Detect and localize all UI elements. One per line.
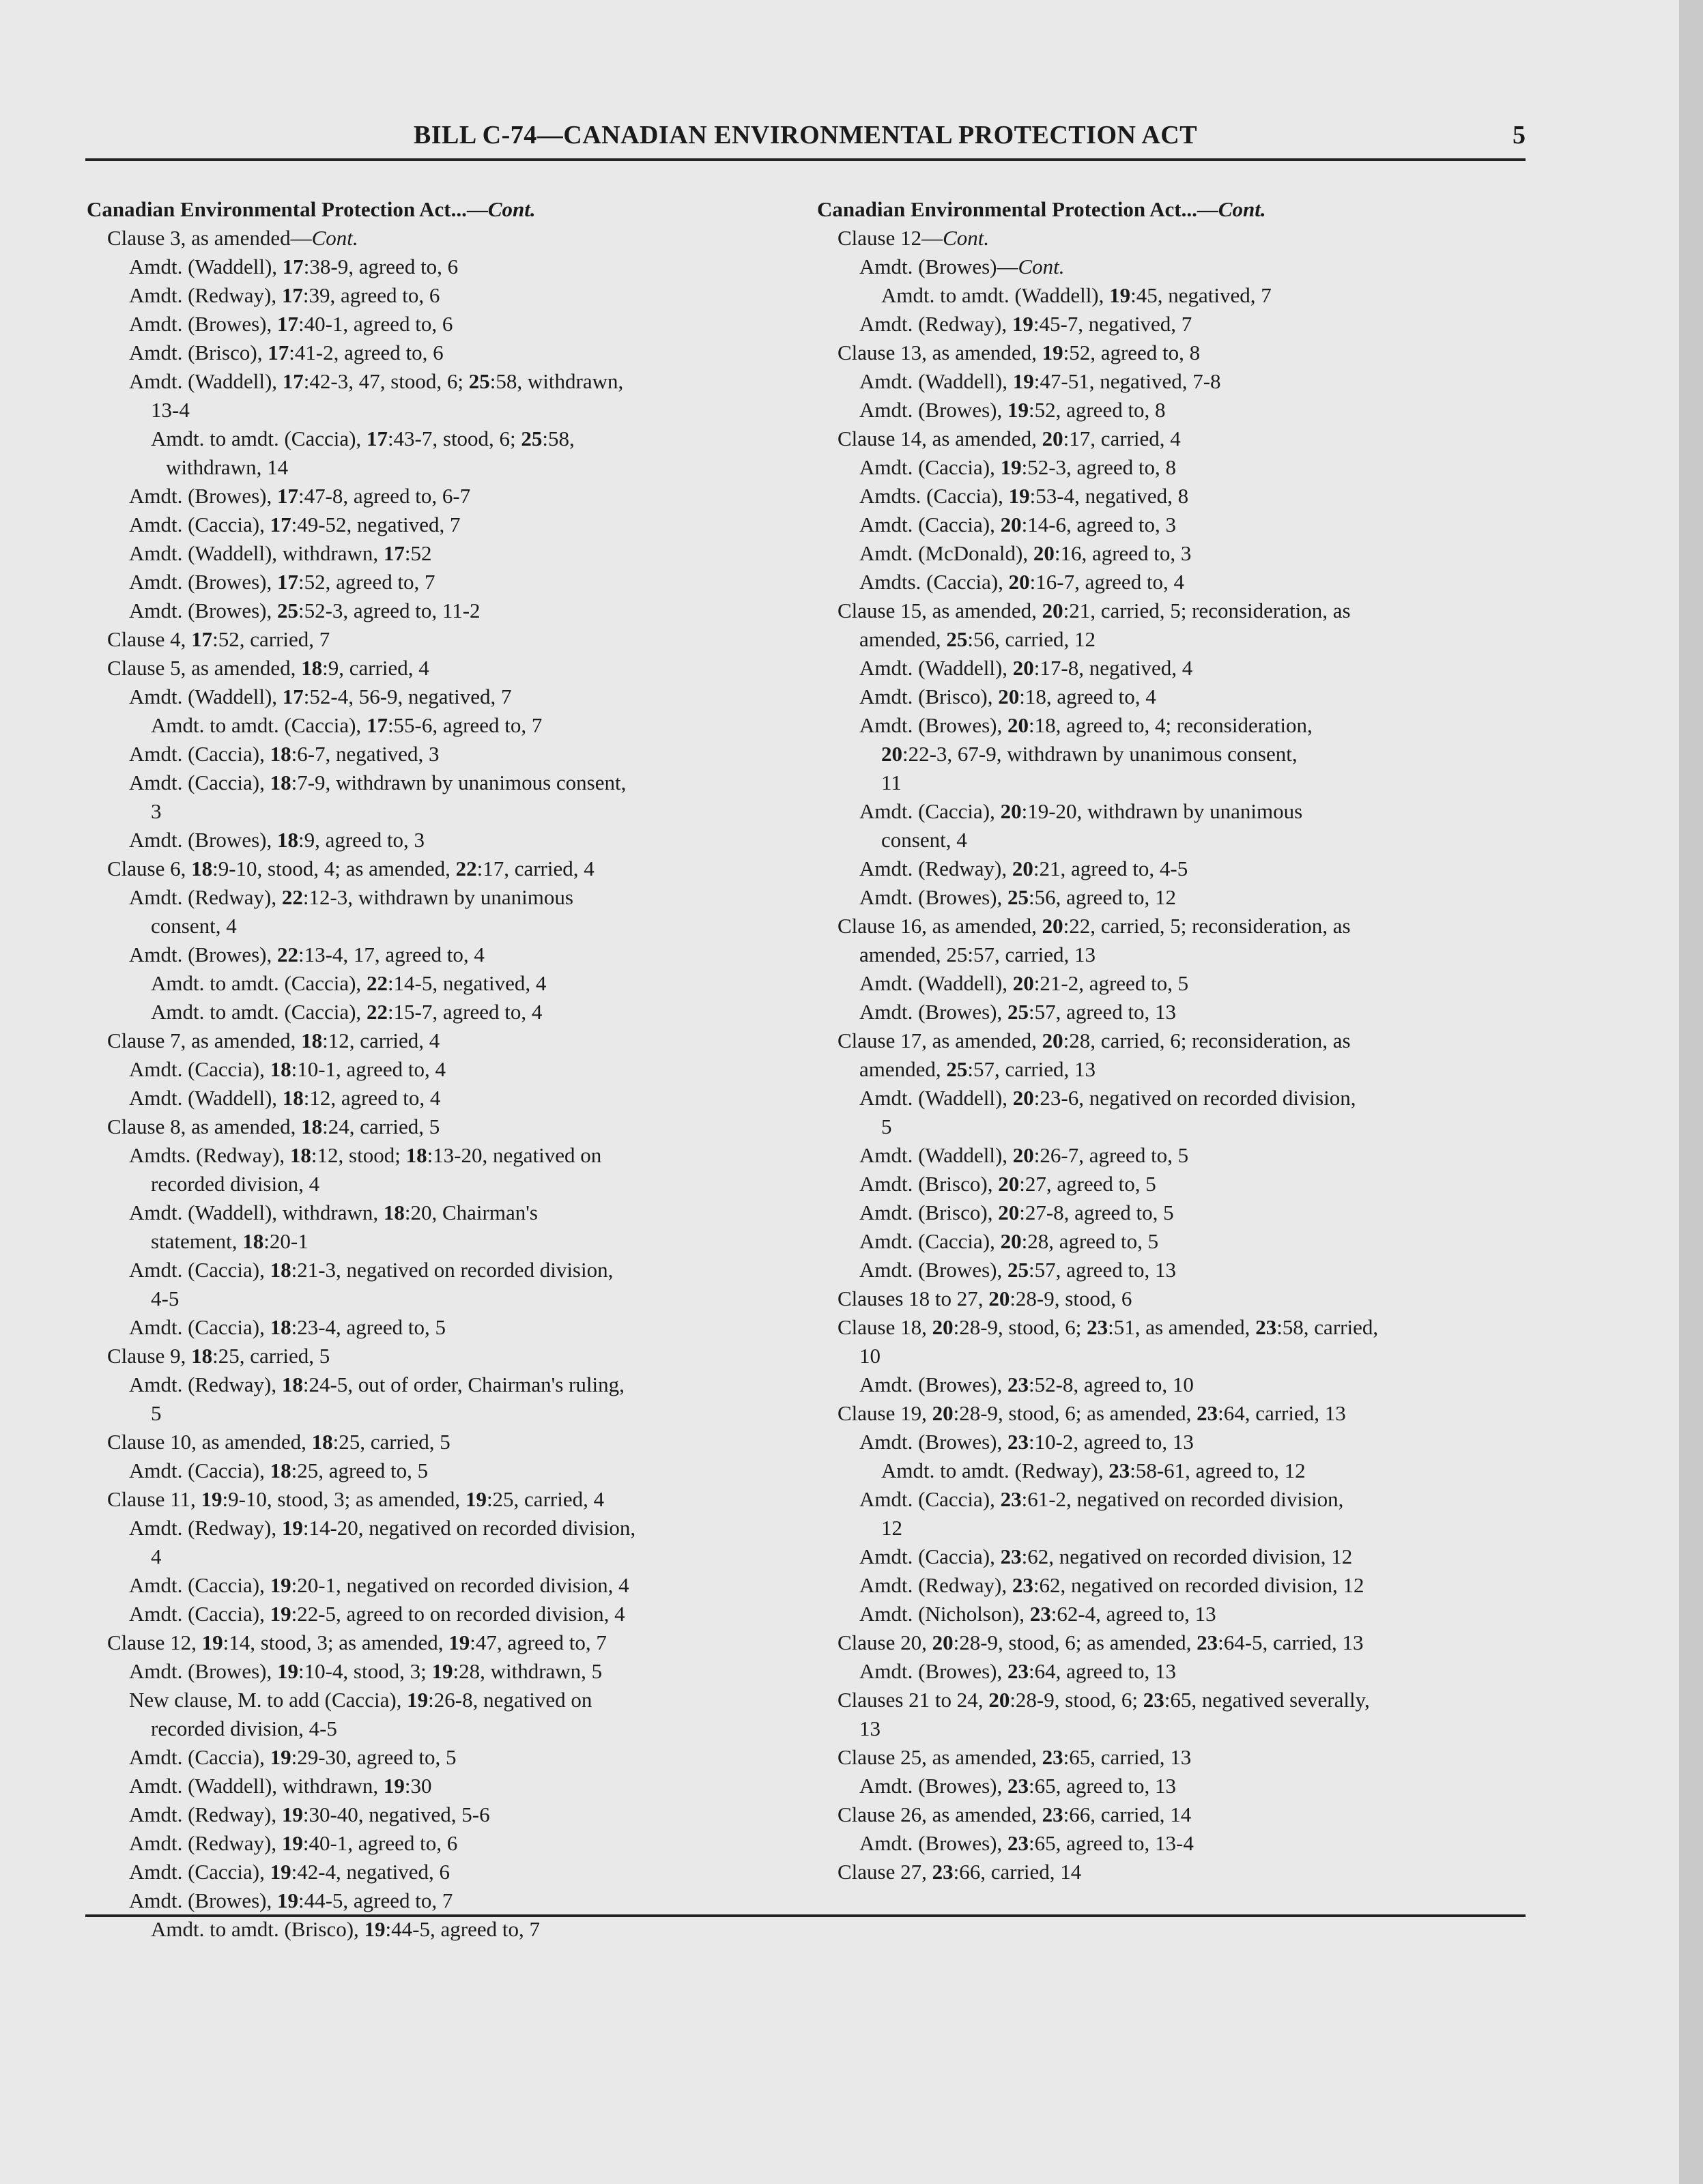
index-entry-line: Amdt. (Waddell), 18:12, agreed to, 4 (129, 1086, 441, 1110)
index-entry-line: consent, 4 (151, 914, 237, 938)
index-entry-line: Amdt. (Caccia), 19:29-30, agreed to, 5 (129, 1745, 457, 1769)
index-entry-line: 11 (881, 771, 902, 794)
index-entry-line: Amdt. (Redway), 18:24-5, out of order, Chairman's ruling, (129, 1373, 625, 1396)
index-entry-line: Clause 8, as amended, 18:24, carried, 5 (107, 1115, 440, 1138)
index-entry-line: Amdt. to amdt. (Caccia), 22:15-7, agreed to, 4 (151, 1000, 543, 1024)
index-entry-line: Amdt. (Redway), 19:40-1, agreed to, 6 (129, 1831, 458, 1855)
index-entry-line: Amdt. (Brisco), 20:27-8, agreed to, 5 (859, 1201, 1174, 1224)
index-entry-line: Amdt. (Browes), 19:10-4, stood, 3; 19:28, withdrawn, 5 (129, 1659, 603, 1683)
index-entry-line: Clause 27, 23:66, carried, 14 (838, 1860, 1082, 1884)
index-entry-line: Amdt. (Browes)—Cont. (859, 255, 1065, 278)
index-entry-line: Clause 11, 19:9-10, stood, 3; as amended, 19:25, carried, 4 (107, 1487, 605, 1511)
index-entry-line: 20:22-3, 67-9, withdrawn by unanimous consent, (881, 742, 1298, 766)
header-title: BILL C-74—CANADIAN ENVIRONMENTAL PROTECTION ACT (413, 121, 1198, 149)
index-column-right (817, 195, 1527, 1886)
index-entry-line: Clause 7, as amended, 18:12, carried, 4 (107, 1029, 440, 1052)
index-entry-line: Amdt. (Browes), 18:9, agreed to, 3 (129, 828, 425, 852)
index-entry-line: Amdt. (Waddell), withdrawn, 17:52 (129, 541, 432, 565)
index-entry-line: Amdts. (Caccia), 19:53-4, negatived, 8 (859, 484, 1189, 508)
index-entry-line: New clause, M. to add (Caccia), 19:26-8, negatived on (129, 1688, 592, 1712)
index-entry-line: Amdt. (Caccia), 18:10-1, agreed to, 4 (129, 1057, 446, 1081)
index-entry-line: Clause 13, as amended, 19:52, agreed to, 8 (838, 341, 1201, 364)
index-entry-line: Amdt. (Caccia), 17:49-52, negatived, 7 (129, 513, 461, 536)
index-entry-line: 5 (151, 1401, 162, 1425)
index-entry-line: Amdt. (Caccia), 20:28, agreed to, 5 (859, 1229, 1159, 1253)
index-entry-line: Amdt. to amdt. (Caccia), 22:14-5, negatived, 4 (151, 971, 547, 995)
index-entry-line: Amdt. (Caccia), 19:42-4, negatived, 6 (129, 1860, 450, 1884)
index-entry-line: amended, 25:56, carried, 12 (859, 627, 1096, 651)
index-entry-line: statement, 18:20-1 (151, 1229, 309, 1253)
index-entry-line: Amdt. (Browes), 25:57, agreed to, 13 (859, 1258, 1177, 1282)
index-entry-line: Amdt. (Caccia), 18:7-9, withdrawn by unanimous consent, (129, 771, 627, 794)
index-entry-line: Amdt. (Waddell), 17:52-4, 56-9, negatived, 7 (129, 685, 512, 708)
index-entry-line: Amdt. (Brisco), 17:41-2, agreed to, 6 (129, 341, 444, 364)
index-entry-line: Amdt. (Caccia), 18:25, agreed to, 5 (129, 1459, 429, 1482)
index-entry-line: Amdt. (Redway), 20:21, agreed to, 4-5 (859, 857, 1188, 880)
index-entry-line: Amdt. (Browes), 19:52, agreed to, 8 (859, 398, 1166, 422)
index-entry-line: Amdt. (Redway), 22:12-3, withdrawn by unanimous (129, 885, 573, 909)
index-entry-line: Amdt. (Browes), 17:47-8, agreed to, 6-7 (129, 484, 471, 508)
index-entry-line: Clause 15, as amended, 20:21, carried, 5; reconsideration, as (838, 599, 1351, 622)
index-entry-line: Clause 5, as amended, 18:9, carried, 4 (107, 656, 429, 680)
index-entry-line: Amdt. (Waddell), 20:23-6, negatived on recorded division, (859, 1086, 1356, 1110)
index-entry-line: Amdt. (Caccia), 23:61-2, negatived on recorded division, (859, 1487, 1344, 1511)
index-entry-line: Amdt. (Browes), 23:64, agreed to, 13 (859, 1659, 1177, 1683)
index-entry-line: 10 (859, 1344, 881, 1368)
index-entry-line: Clause 14, as amended, 20:17, carried, 4 (838, 427, 1181, 450)
index-entry-line: Amdt. (McDonald), 20:16, agreed to, 3 (859, 541, 1192, 565)
page-edge (1679, 0, 1703, 2184)
index-entry-line: Amdt. (Waddell), 17:38-9, agreed to, 6 (129, 255, 459, 278)
index-entry-line: Amdt. (Browes), 17:40-1, agreed to, 6 (129, 312, 453, 336)
footer-rule (85, 1914, 1526, 1917)
index-entry-line: Clause 16, as amended, 20:22, carried, 5; reconsideration, as (838, 914, 1351, 938)
index-entry-line: Amdt. (Browes), 23:10-2, agreed to, 13 (859, 1430, 1194, 1454)
index-entry-line: Clause 17, as amended, 20:28, carried, 6; reconsideration, as (838, 1029, 1351, 1052)
index-entry-line: recorded division, 4 (151, 1172, 320, 1196)
index-entry-line: Amdt. (Brisco), 20:18, agreed to, 4 (859, 685, 1156, 708)
index-entry-line: Amdt. (Caccia), 19:20-1, negatived on recorded division, 4 (129, 1573, 629, 1597)
index-entry-line: Clause 3, as amended—Cont. (107, 226, 358, 250)
index-entry-line: Amdt. (Waddell), withdrawn, 19:30 (129, 1774, 432, 1798)
index-entry-line: Amdts. (Caccia), 20:16-7, agreed to, 4 (859, 570, 1185, 594)
index-entry-line: Amdt. (Waddell), 17:42-3, 47, stood, 6; 25:58, withdrawn, (129, 369, 624, 393)
index-entry-line: Amdt. (Waddell), withdrawn, 18:20, Chairman's (129, 1201, 538, 1224)
index-entry-line: Amdt. (Browes), 22:13-4, 17, agreed to, 4 (129, 943, 485, 966)
index-entry-line: Amdt. (Caccia), 19:22-5, agreed to on recorded division, 4 (129, 1602, 625, 1626)
index-entry-line: Amdt. (Browes), 25:52-3, agreed to, 11-2 (129, 599, 481, 622)
index-entry-line: Clause 19, 20:28-9, stood, 6; as amended, 23:64, carried, 13 (838, 1401, 1346, 1425)
index-entry-line: Amdt. (Waddell), 20:26-7, agreed to, 5 (859, 1143, 1189, 1167)
index-entry-line: Clause 9, 18:25, carried, 5 (107, 1344, 330, 1368)
index-entry-line: Amdt. (Caccia), 23:62, negatived on recorded division, 12 (859, 1544, 1353, 1568)
index-entry-line: Clauses 18 to 27, 20:28-9, stood, 6 (838, 1287, 1132, 1310)
index-entry-line: Amdt. (Redway), 19:14-20, negatived on recorded division, (129, 1516, 636, 1540)
index-entry-line: Amdt. (Browes), 23:52-8, agreed to, 10 (859, 1373, 1194, 1396)
index-entry-line: 3 (151, 799, 162, 823)
index-entry-line: Amdt. (Browes), 19:44-5, agreed to, 7 (129, 1888, 453, 1912)
index-column-left (87, 195, 797, 1944)
index-entry-line: Clause 4, 17:52, carried, 7 (107, 627, 330, 651)
index-entry-line: Amdt. to amdt. (Brisco), 19:44-5, agreed to, 7 (151, 1917, 540, 1941)
index-entry-line: Amdt. (Browes), 23:65, agreed to, 13 (859, 1774, 1177, 1798)
index-entry-line: Amdt. (Redway), 17:39, agreed to, 6 (129, 283, 440, 307)
index-entry-line: consent, 4 (881, 828, 967, 852)
index-entry-line: Amdt. to amdt. (Caccia), 17:43-7, stood, 6; 25:58, (151, 427, 575, 450)
index-entry-line: Amdt. (Waddell), 20:17-8, negatived, 4 (859, 656, 1193, 680)
index-entry-line: 4 (151, 1544, 162, 1568)
index-entry-line: Amdt. (Browes), 23:65, agreed to, 13-4 (859, 1831, 1194, 1855)
index-entry-line: Amdt. to amdt. (Redway), 23:58-61, agreed to, 12 (881, 1459, 1306, 1482)
index-entry-line: Amdt. (Caccia), 20:14-6, agreed to, 3 (859, 513, 1176, 536)
index-entry-line: Amdt. to amdt. (Waddell), 19:45, negatived, 7 (881, 283, 1272, 307)
index-entry-line: Amdt. (Waddell), 20:21-2, agreed to, 5 (859, 971, 1189, 995)
index-entry-line: amended, 25:57, carried, 13 (859, 1057, 1096, 1081)
index-entry-line: Clause 12—Cont. (838, 226, 990, 250)
index-entry-line: Amdt. (Redway), 19:45-7, negatived, 7 (859, 312, 1192, 336)
index-entry-line: Clause 26, as amended, 23:66, carried, 14 (838, 1802, 1192, 1826)
index-entry-line: Amdt. (Caccia), 18:21-3, negatived on recorded division, (129, 1258, 614, 1282)
index-entry-line: Amdt. (Browes), 25:57, agreed to, 13 (859, 1000, 1177, 1024)
page-number: 5 (1513, 121, 1526, 149)
index-entry-line: 12 (881, 1516, 902, 1540)
section-heading: Canadian Environmental Protection Act...—Cont. (87, 197, 536, 221)
index-entry-line: Amdt. (Brisco), 20:27, agreed to, 5 (859, 1172, 1156, 1196)
index-entry-line: Amdt. (Browes), 20:18, agreed to, 4; reconsideration, (859, 713, 1313, 737)
index-entry-line: 4-5 (151, 1287, 180, 1310)
index-entry-line: Amdt. (Caccia), 18:23-4, agreed to, 5 (129, 1315, 446, 1339)
index-entry-line: Amdt. to amdt. (Caccia), 17:55-6, agreed to, 7 (151, 713, 543, 737)
index-entry-line: 13-4 (151, 398, 190, 422)
index-entry-line: Clause 25, as amended, 23:65, carried, 13 (838, 1745, 1192, 1769)
header-rule (85, 158, 1526, 161)
index-entry-line: recorded division, 4-5 (151, 1716, 337, 1740)
index-entry-line: Clause 12, 19:14, stood, 3; as amended, 19:47, agreed to, 7 (107, 1630, 607, 1654)
index-entry-line: Clauses 21 to 24, 20:28-9, stood, 6; 23:65, negatived severally, (838, 1688, 1370, 1712)
index-entry-line: 5 (881, 1115, 892, 1138)
index-entry-line: Clause 18, 20:28-9, stood, 6; 23:51, as amended, 23:58, carried, (838, 1315, 1379, 1339)
index-entry-line: Amdt. (Waddell), 19:47-51, negatived, 7-8 (859, 369, 1221, 393)
index-entry-line: Amdt. (Browes), 25:56, agreed to, 12 (859, 885, 1177, 909)
index-entry-line: Clause 6, 18:9-10, stood, 4; as amended, 22:17, carried, 4 (107, 857, 595, 880)
index-entry-line: Amdt. (Redway), 23:62, negatived on recorded division, 12 (859, 1573, 1364, 1597)
index-entry-line: Amdt. (Redway), 19:30-40, negatived, 5-6 (129, 1802, 490, 1826)
running-header (85, 120, 1526, 158)
index-entry-line: Clause 10, as amended, 18:25, carried, 5 (107, 1430, 450, 1454)
index-entry-line: Clause 20, 20:28-9, stood, 6; as amended, 23:64-5, carried, 13 (838, 1630, 1364, 1654)
index-entry-line: Amdt. (Caccia), 19:52-3, agreed to, 8 (859, 455, 1176, 479)
index-entry-line: Amdt. (Browes), 17:52, agreed to, 7 (129, 570, 435, 594)
index-entry-line: 13 (859, 1716, 881, 1740)
index-entry-line: Amdt. (Nicholson), 23:62-4, agreed to, 13 (859, 1602, 1216, 1626)
index-entry-line: withdrawn, 14 (166, 455, 289, 479)
index-entry-line: Amdt. (Caccia), 18:6-7, negatived, 3 (129, 742, 440, 766)
section-heading: Canadian Environmental Protection Act...—Cont. (817, 197, 1266, 221)
index-entry-line: Amdts. (Redway), 18:12, stood; 18:13-20, negatived on (129, 1143, 602, 1167)
index-entry-line: Amdt. (Caccia), 20:19-20, withdrawn by unanimous (859, 799, 1303, 823)
index-entry-line: amended, 25:57, carried, 13 (859, 943, 1096, 966)
